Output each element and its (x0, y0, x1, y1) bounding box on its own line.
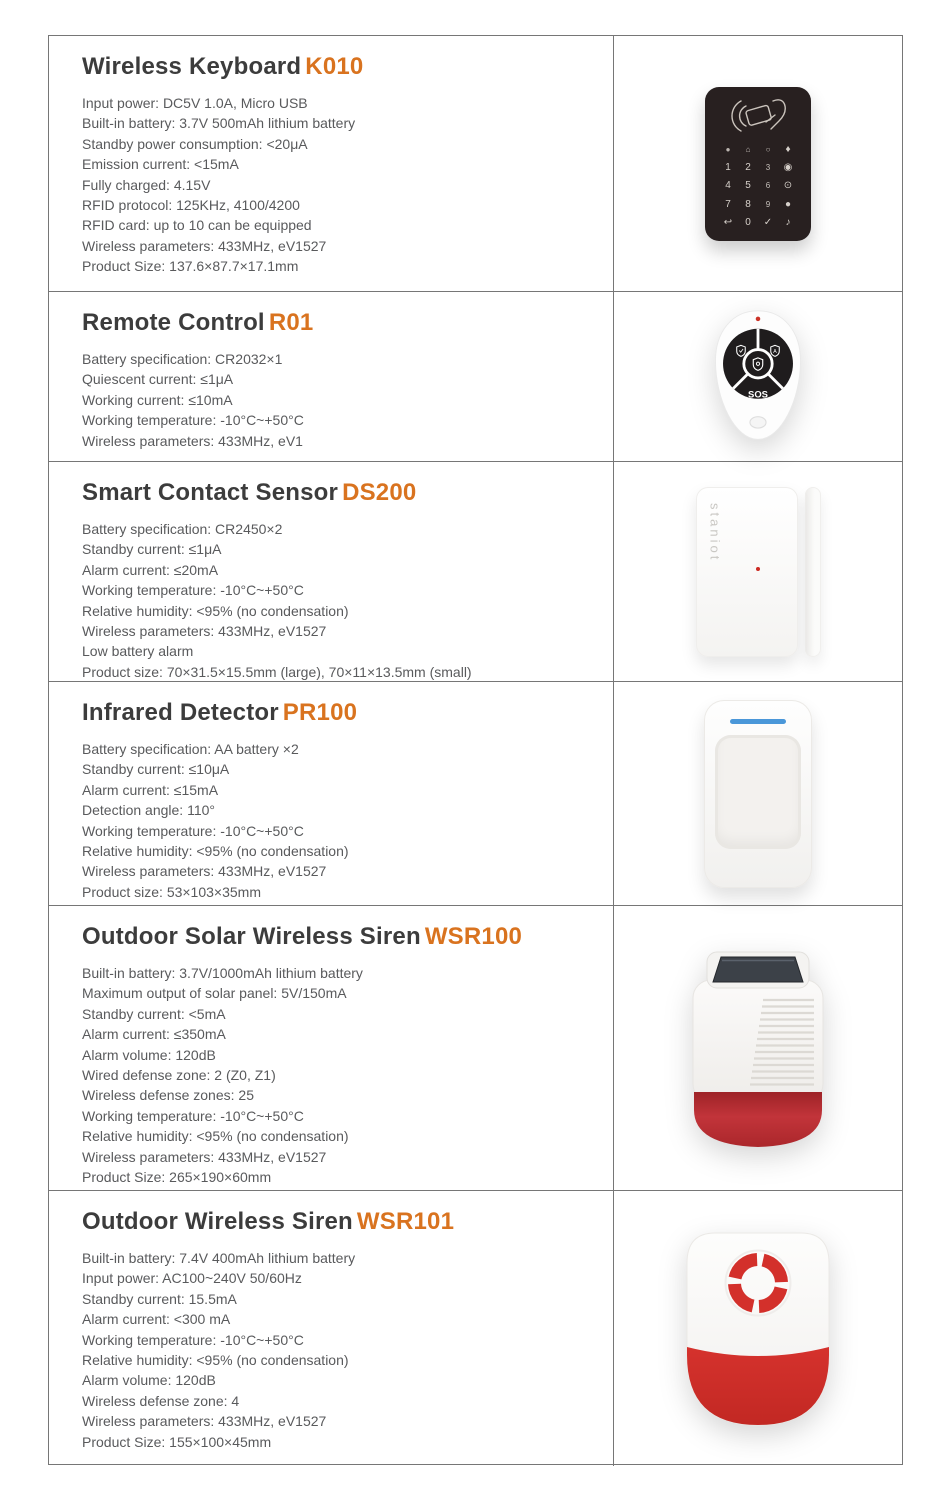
spec-line: Working temperature: -10°C~+50°C (82, 822, 304, 839)
keyboard-product-image (705, 87, 811, 241)
spec-line: Alarm current: <300 mA (82, 1311, 231, 1328)
product-name: Smart Contact Sensor (82, 479, 339, 506)
spec-line: Low battery alarm (82, 643, 194, 660)
siren-red-base (694, 1092, 822, 1147)
keyboard-key: 5 (745, 180, 751, 192)
spec-line: Relative humidity: <95% (no condensation) (82, 843, 349, 860)
keyboard-keys (718, 141, 798, 233)
image-column-r01 (614, 292, 902, 461)
spec-line: Product Size: 155×100×45mm (82, 1433, 272, 1450)
spec-line: Working temperature: -10°C~+50°C (82, 412, 304, 429)
spec-list (82, 349, 595, 451)
product-model: K010 (305, 53, 364, 80)
spec-column-wsr100 (49, 906, 614, 1190)
spec-line: Relative humidity: <95% (no condensation) (82, 1352, 349, 1369)
spec-column-k010 (49, 36, 614, 291)
product-title (82, 52, 595, 82)
spec-line: Working current: ≤10mA (82, 391, 233, 408)
spec-line: Wireless parameters: 433MHz, eV1527 (82, 237, 327, 254)
product-section-k010 (49, 36, 902, 292)
spec-line: Working temperature: -10°C~+50°C (82, 582, 304, 599)
spec-list (82, 93, 595, 277)
svg-text:A: A (773, 348, 777, 355)
keyboard-key: ○ (765, 144, 771, 154)
led-indicator (756, 316, 761, 321)
spec-line: Alarm volume: 120dB (82, 1372, 216, 1389)
spec-line: Working temperature: -10°C~+50°C (82, 1107, 304, 1124)
keyboard-key: ♪ (785, 217, 791, 229)
product-section-wsr101 (49, 1191, 902, 1466)
image-column-k010 (614, 36, 902, 291)
product-title (82, 922, 595, 952)
sensor-brand-label: staniot (707, 502, 723, 562)
spec-line: RFID card: up to 10 can be equipped (82, 217, 312, 234)
pir-lens (715, 735, 801, 849)
spec-line: Wireless parameters: 433MHz, eV1527 (82, 1413, 327, 1430)
led-indicator (756, 567, 760, 571)
keyboard-key: ⌂ (745, 144, 751, 154)
keyboard-key: ✓ (763, 217, 773, 229)
product-title (82, 1207, 595, 1237)
spec-line: Detection angle: 110° (82, 802, 215, 819)
spec-line: Input power: DC5V 1.0A, Micro USB (82, 95, 308, 111)
spec-line: Battery specification: AA battery ×2 (82, 741, 299, 757)
product-section-pr100 (49, 682, 902, 906)
image-column-wsr101 (614, 1191, 902, 1466)
spec-line: Input power: AC100~240V 50/60Hz (82, 1270, 302, 1287)
product-model: PR100 (282, 699, 358, 726)
remote-product-image (706, 303, 810, 451)
product-section-wsr100 (49, 906, 902, 1191)
rfid-swipe-icon (719, 93, 797, 139)
keyboard-key: 4 (725, 180, 731, 192)
keyboard-key: 9 (765, 199, 771, 209)
keyboard-key: ● (725, 144, 731, 154)
spec-list (82, 519, 595, 681)
keyboard-key: ● (784, 198, 792, 210)
spec-line: Wireless parameters: 433MHz, eV1527 (82, 1148, 327, 1165)
spec-line: Relative humidity: <95% (no condensation) (82, 602, 349, 619)
spec-line: Product size: 70×31.5×15.5mm (large), 70×11×13.5mm (small) (82, 663, 472, 680)
product-name: Remote Control (82, 309, 265, 336)
product-name: Outdoor Solar Wireless Siren (82, 923, 421, 950)
product-model: WSR101 (356, 1208, 455, 1235)
spec-line: Fully charged: 4.15V (82, 176, 211, 193)
spec-line: Standby current: ≤10μA (82, 761, 230, 778)
image-column-ds200 (614, 462, 902, 681)
infrared-detector-product-image (704, 700, 812, 888)
sensor-magnet-strip (805, 487, 821, 657)
spec-line: Alarm current: ≤350mA (82, 1026, 226, 1043)
product-section-r01 (49, 292, 902, 462)
spec-list (82, 739, 595, 902)
spec-line: Wireless parameters: 433MHz, eV1527 (82, 623, 327, 640)
product-model: DS200 (342, 479, 417, 506)
wireless-siren-product-image (683, 1229, 833, 1429)
product-title (82, 308, 595, 338)
keyboard-key: 6 (765, 181, 771, 191)
product-model: R01 (268, 309, 314, 336)
spec-list (82, 963, 595, 1187)
spec-line: RFID protocol: 125KHz, 4100/4200 (82, 197, 300, 214)
spec-line: Built-in battery: 7.4V 400mAh lithium battery (82, 1250, 356, 1266)
keyboard-key: 7 (725, 198, 731, 210)
spec-line: Built-in battery: 3.7V 500mAh lithium battery (82, 115, 356, 132)
spec-line: Product Size: 137.6×87.7×17.1mm (82, 258, 299, 275)
keyboard-key: 3 (765, 163, 771, 173)
spec-line: Battery specification: CR2032×1 (82, 351, 283, 367)
spec-line: Alarm current: ≤15mA (82, 781, 219, 798)
keyboard-key: ◉ (783, 162, 793, 174)
keyboard-key: ↩ (723, 217, 733, 229)
spec-line: Wired defense zone: 2 (Z0, Z1) (82, 1067, 276, 1084)
remote-bottom-button (750, 416, 766, 427)
spec-line: Relative humidity: <95% (no condensation) (82, 1128, 349, 1145)
spec-line: Alarm current: ≤20mA (82, 561, 219, 578)
spec-line: Product Size: 265×190×60mm (82, 1169, 272, 1186)
contact-sensor-product-image (696, 487, 821, 657)
spec-line: Standby current: <5mA (82, 1005, 226, 1022)
spec-line: Wireless parameters: 433MHz, eV1527 (82, 863, 327, 880)
spec-line: Alarm volume: 120dB (82, 1046, 216, 1063)
product-model: WSR100 (424, 923, 523, 950)
spec-column-ds200 (49, 462, 614, 681)
spec-line: Wireless parameters: 433MHz, eV1 (82, 432, 303, 449)
pir-indicator-bar (730, 719, 786, 724)
spec-line: Maximum output of solar panel: 5V/150mA (82, 985, 347, 1002)
spec-list (82, 1248, 595, 1452)
spec-sheet (48, 35, 903, 1465)
spec-line: Battery specification: CR2450×2 (82, 521, 283, 537)
product-title (82, 478, 595, 508)
spec-column-wsr101 (49, 1191, 614, 1466)
sos-label: SOS (748, 388, 768, 400)
spec-column-r01 (49, 292, 614, 461)
keyboard-key: 0 (745, 217, 751, 229)
sensor-body (696, 487, 798, 657)
product-name: Wireless Keyboard (82, 53, 302, 80)
spec-column-pr100 (49, 682, 614, 905)
spec-line: Emission current: <15mA (82, 156, 239, 173)
product-name: Outdoor Wireless Siren (82, 1208, 353, 1235)
product-name: Infrared Detector (82, 699, 279, 726)
keyboard-key: 1 (725, 162, 731, 174)
spec-line: Quiescent current: ≤1μA (82, 371, 234, 388)
product-title (82, 698, 595, 728)
keyboard-key: ♦ (785, 143, 791, 155)
siren-red-base (687, 1347, 829, 1425)
spec-line: Standby current: 15.5mA (82, 1290, 237, 1307)
spec-line: Working temperature: -10°C~+50°C (82, 1331, 304, 1348)
image-column-wsr100 (614, 906, 902, 1190)
keyboard-key: 8 (745, 198, 751, 210)
keyboard-key: ⊙ (783, 180, 793, 192)
spec-line: Wireless defense zones: 25 (82, 1087, 254, 1104)
keyboard-key: 2 (745, 162, 751, 174)
product-section-ds200 (49, 462, 902, 682)
spec-line: Wireless defense zone: 4 (82, 1392, 240, 1409)
spec-line: Built-in battery: 3.7V/1000mAh lithium battery (82, 965, 363, 981)
spec-line: Standby power consumption: <20μA (82, 135, 308, 152)
spec-line: Product size: 53×103×35mm (82, 883, 261, 900)
spec-line: Standby current: ≤1μA (82, 541, 222, 558)
solar-siren-product-image (683, 942, 833, 1154)
image-column-pr100 (614, 682, 902, 905)
